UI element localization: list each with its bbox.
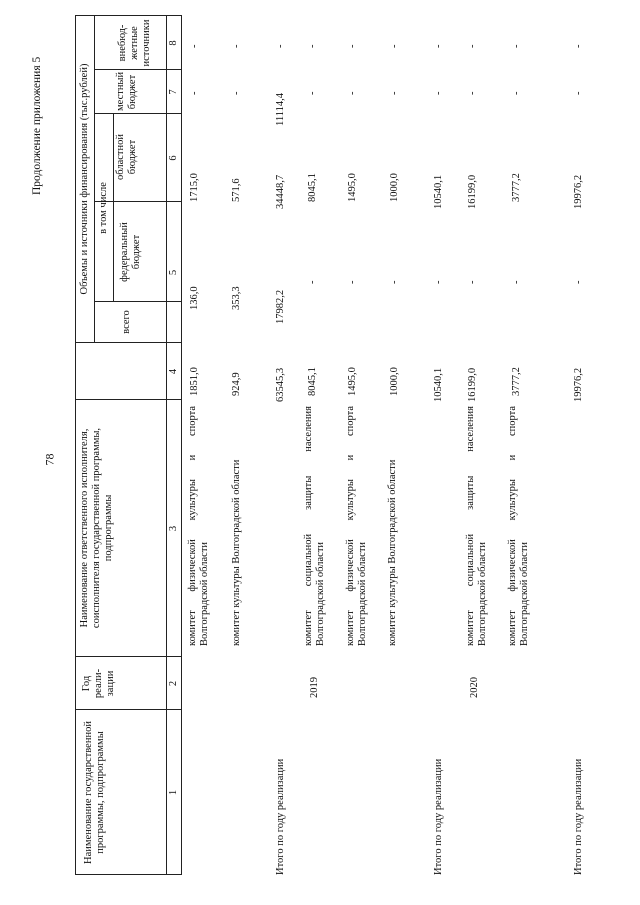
local-cell: - bbox=[189, 91, 200, 95]
column-number: 5 bbox=[168, 269, 179, 276]
header-program-name: Наименование государственной программы, подпрограммы bbox=[83, 721, 106, 864]
column-number: 8 bbox=[168, 40, 179, 46]
extra-cell: - bbox=[189, 44, 200, 48]
header-total: всего bbox=[121, 310, 132, 334]
page-number: 78 bbox=[42, 453, 57, 466]
col-divider-1 bbox=[75, 709, 181, 710]
extra-cell: - bbox=[389, 44, 400, 48]
local-cell: - bbox=[389, 91, 400, 95]
federal-cell: 17982,2 bbox=[275, 289, 286, 324]
local-cell: - bbox=[231, 91, 242, 95]
total-cell: 63545,3 bbox=[275, 367, 286, 402]
year-cell: 2020 bbox=[469, 677, 480, 698]
program-name-cell: Итого по году реализации bbox=[573, 758, 584, 875]
local-cell: - bbox=[511, 91, 522, 95]
extra-cell: - bbox=[573, 44, 584, 48]
regional-cell: 1715,0 bbox=[189, 173, 200, 202]
total-cell: 19976,2 bbox=[573, 367, 584, 402]
regional-cell: 16199,0 bbox=[467, 174, 478, 209]
table-right-border bbox=[75, 15, 181, 16]
federal-cell: 136,0 bbox=[189, 286, 200, 310]
total-cell: 1851,0 bbox=[189, 367, 200, 396]
extra-cell: - bbox=[231, 44, 242, 48]
regional-cell: 34448,7 bbox=[275, 174, 286, 209]
header-local: местный бюджет bbox=[115, 71, 138, 111]
column-number: 3 bbox=[168, 525, 179, 532]
regional-cell: 1495,0 bbox=[347, 173, 358, 202]
column-number: 7 bbox=[168, 89, 179, 95]
executor-cell: комитет физической культуры и спорта Волгоградской области bbox=[507, 406, 530, 646]
executor-cell: комитет физической культуры и спорта Волгоградской области bbox=[345, 406, 368, 646]
extra-cell: - bbox=[275, 44, 286, 48]
local-cell: - bbox=[347, 91, 358, 95]
total-cell: 1495,0 bbox=[347, 367, 358, 396]
executor-cell: комитет социальной защиты населения Волгоградской области bbox=[465, 406, 488, 646]
year-cell: 2019 bbox=[309, 677, 320, 698]
local-cell: - bbox=[573, 91, 584, 95]
total-cell: 1000,0 bbox=[389, 367, 400, 396]
executor-cell: комитет социальной защиты населения Волгоградской области bbox=[303, 406, 326, 646]
local-cell: - bbox=[467, 91, 478, 95]
federal-cell: - bbox=[511, 280, 522, 284]
extra-cell: - bbox=[307, 44, 318, 48]
table-top-border bbox=[75, 15, 76, 875]
regional-cell: 10540,1 bbox=[433, 174, 444, 209]
total-cell: 924,9 bbox=[231, 372, 242, 396]
extra-cell: - bbox=[467, 44, 478, 48]
including-header-rule bbox=[113, 114, 114, 302]
column-number: 6 bbox=[168, 155, 179, 161]
regional-cell: 19976,2 bbox=[573, 174, 584, 209]
column-number: 2 bbox=[168, 680, 179, 687]
column-number-row-bottom bbox=[181, 15, 182, 875]
total-cell: 8045,1 bbox=[307, 367, 318, 396]
federal-cell: - bbox=[307, 280, 318, 284]
table-left-border bbox=[75, 874, 181, 875]
continuation-title: Продолжение приложения 5 bbox=[31, 56, 43, 195]
extra-cell: - bbox=[347, 44, 358, 48]
col-divider-2 bbox=[75, 656, 181, 657]
regional-cell: 1000,0 bbox=[389, 173, 400, 202]
executor-cell: комитет культуры Волгоградской области bbox=[231, 459, 242, 646]
federal-cell: - bbox=[347, 280, 358, 284]
local-cell: - bbox=[433, 91, 444, 95]
federal-cell: - bbox=[467, 280, 478, 284]
header-including: в том числе bbox=[98, 182, 109, 234]
column-number: 4 bbox=[168, 368, 179, 375]
column-number: 1 bbox=[168, 789, 179, 796]
regional-cell: 3777,2 bbox=[511, 173, 522, 202]
program-name-cell: Итого по году реализации bbox=[275, 758, 286, 875]
total-cell: 16199,0 bbox=[467, 367, 478, 402]
regional-cell: 571,6 bbox=[231, 178, 242, 202]
program-name-cell: Итого по году реализации bbox=[433, 758, 444, 875]
federal-cell: - bbox=[573, 280, 584, 284]
total-cell: 10540,1 bbox=[433, 367, 444, 402]
total-cell: 3777,2 bbox=[511, 367, 522, 396]
header-year: Год реали-зации bbox=[81, 668, 116, 699]
federal-cell: 353,3 bbox=[231, 286, 242, 310]
federal-cell: - bbox=[433, 280, 444, 284]
rotated-table-page bbox=[25, 15, 615, 880]
header-federal: федеральный бюджет bbox=[119, 222, 142, 282]
executor-cell: комитет культуры Волгоградской области bbox=[387, 459, 398, 646]
extra-cell: - bbox=[433, 44, 444, 48]
header-regional: областной бюджет bbox=[115, 134, 138, 180]
regional-cell: 8045,1 bbox=[307, 173, 318, 202]
col-divider-3 bbox=[75, 399, 181, 400]
header-executor: Наименование ответственного исполнителя, соисполнителя государственной программы, подпрограммы bbox=[79, 427, 114, 629]
federal-cell: - bbox=[389, 280, 400, 284]
header-extra: внебюд-жетные источники bbox=[117, 19, 152, 67]
col-divider-4 bbox=[75, 342, 181, 343]
local-cell: - bbox=[307, 91, 318, 95]
header-funding: Объемы и источники финансирования (тыс.рублей) bbox=[79, 63, 90, 295]
funding-header-rule bbox=[94, 15, 95, 343]
local-cell: 11114,4 bbox=[275, 93, 286, 126]
executor-cell: комитет физической культуры и спорта Волгоградской области bbox=[187, 406, 210, 646]
extra-cell: - bbox=[511, 44, 522, 48]
column-number-row-top bbox=[166, 15, 167, 875]
